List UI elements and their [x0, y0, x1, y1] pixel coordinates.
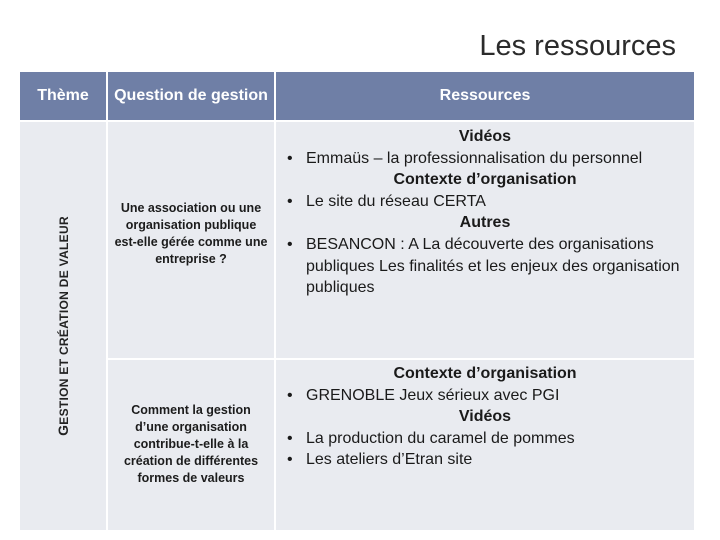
group-label: Contexte d’organisation	[393, 365, 577, 382]
theme-label	[55, 216, 71, 436]
resource-link[interactable]: La production du caramel de pommes	[306, 429, 575, 447]
question-cell-2	[108, 360, 274, 530]
resource-link[interactable]: Les ateliers d’Etran site	[306, 451, 473, 469]
list-item	[284, 385, 686, 407]
bullet-icon: •	[287, 429, 293, 447]
question-text: Une association ou une organisation publique est-elle gérée comme une entreprise ?	[114, 201, 268, 266]
bullet-icon: •	[287, 386, 293, 404]
group-label: Vidéos	[458, 408, 512, 426]
theme-header: Thème	[20, 72, 106, 120]
resource-link[interactable]: BESANCON : A La découverte des organisations publiques Les finalités et les enjeux des organisation publiques	[306, 235, 680, 297]
bullet-icon: •	[287, 451, 293, 469]
list-item	[284, 428, 686, 450]
theme-label-rest: ESTION ET CRÉATION DE VALEUR	[57, 216, 71, 425]
bullet-icon: •	[287, 149, 293, 167]
resource-link[interactable]: Emmaüs – la professionnalisation du personnel	[306, 149, 643, 167]
bullet-icon: •	[287, 192, 293, 210]
group-label: Contexte d’organisation	[393, 171, 577, 189]
list-item	[284, 449, 686, 471]
question-header: Question de gestion	[108, 72, 274, 120]
question-cell-1	[108, 122, 274, 358]
resource-link[interactable]: Le site du réseau CERTA	[306, 192, 486, 210]
list-item	[284, 148, 686, 170]
group-label: Autres	[459, 214, 511, 232]
question-text: Comment la gestion d’une organisation contribue-t-elle à la création de différentes formes de valeurs	[123, 403, 259, 485]
slide-title: Les ressources	[479, 30, 676, 62]
resource-link[interactable]: GRENOBLE Jeux sérieux avec PGI	[306, 386, 560, 404]
list-item	[284, 191, 686, 213]
bullet-icon: •	[287, 235, 293, 253]
group-label: Vidéos	[458, 128, 512, 145]
list-item	[284, 234, 686, 299]
resources-header: Ressources	[276, 72, 694, 120]
resources-cell-1	[276, 122, 694, 358]
resources-cell-2	[276, 360, 694, 530]
theme-label-initial: G	[55, 424, 71, 436]
